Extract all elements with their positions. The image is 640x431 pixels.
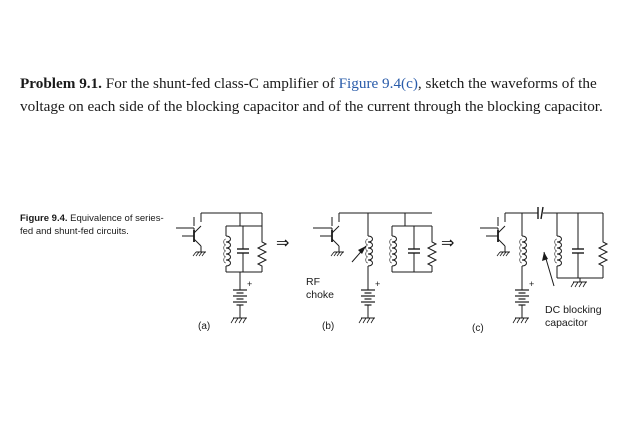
problem-label: Problem 9.1. [20,75,102,92]
ground-c-battery [513,318,529,323]
rf-choke-label-line1: RF [306,276,320,288]
circuit-a [176,213,266,332]
inductor-a [224,236,231,266]
ground-c-tank [571,282,587,287]
plus-sign-c: + [529,279,535,289]
capacitor-c [572,236,584,266]
circuit-b [306,213,436,332]
battery-b [361,290,375,305]
figure-reference-link[interactable]: Figure 9.4(c) [338,75,418,92]
panel-label-b: (b) [322,321,335,332]
capacitor-b [408,236,420,266]
problem-text-before: For the shunt-fed class-C amplifier of [105,75,335,92]
panel-label-a: (a) [198,321,211,332]
dc-block-label-line2: capacitor [545,317,588,329]
resistor-b [428,236,436,270]
equivalence-arrow-1: ⇒ [276,235,290,252]
capacitor-a [237,236,249,266]
inductor-c [555,236,562,266]
plus-sign-b: + [375,279,381,289]
rf-choke-label-line2: choke [306,289,335,301]
rf-choke-coil [366,236,373,266]
equivalence-arrow-2: ⇒ [441,235,455,252]
resistor-a [258,236,266,270]
resistor-c [599,236,607,270]
battery-a [233,290,247,305]
ground-a [231,318,247,323]
dc-blocking-capacitor-plate-2 [541,207,543,219]
circuit-c [472,207,607,334]
caption-label: Figure 9.4. [20,213,68,224]
plus-sign-a: + [247,279,253,289]
inductor-b [390,236,397,266]
ground-b [359,318,375,323]
dc-block-label-line1: DC blocking [545,304,602,316]
problem-text-after: , sketch the waveforms of the voltage on each side of the blocking capacitor and of the current through the blocking capacitor. [20,75,603,115]
panel-label-c: (c) [472,323,484,334]
rf-choke-coil-c [520,236,527,266]
battery-c [515,290,529,305]
caption-text: Equivalence of series-fed and shunt-fed circuits. [20,213,164,237]
